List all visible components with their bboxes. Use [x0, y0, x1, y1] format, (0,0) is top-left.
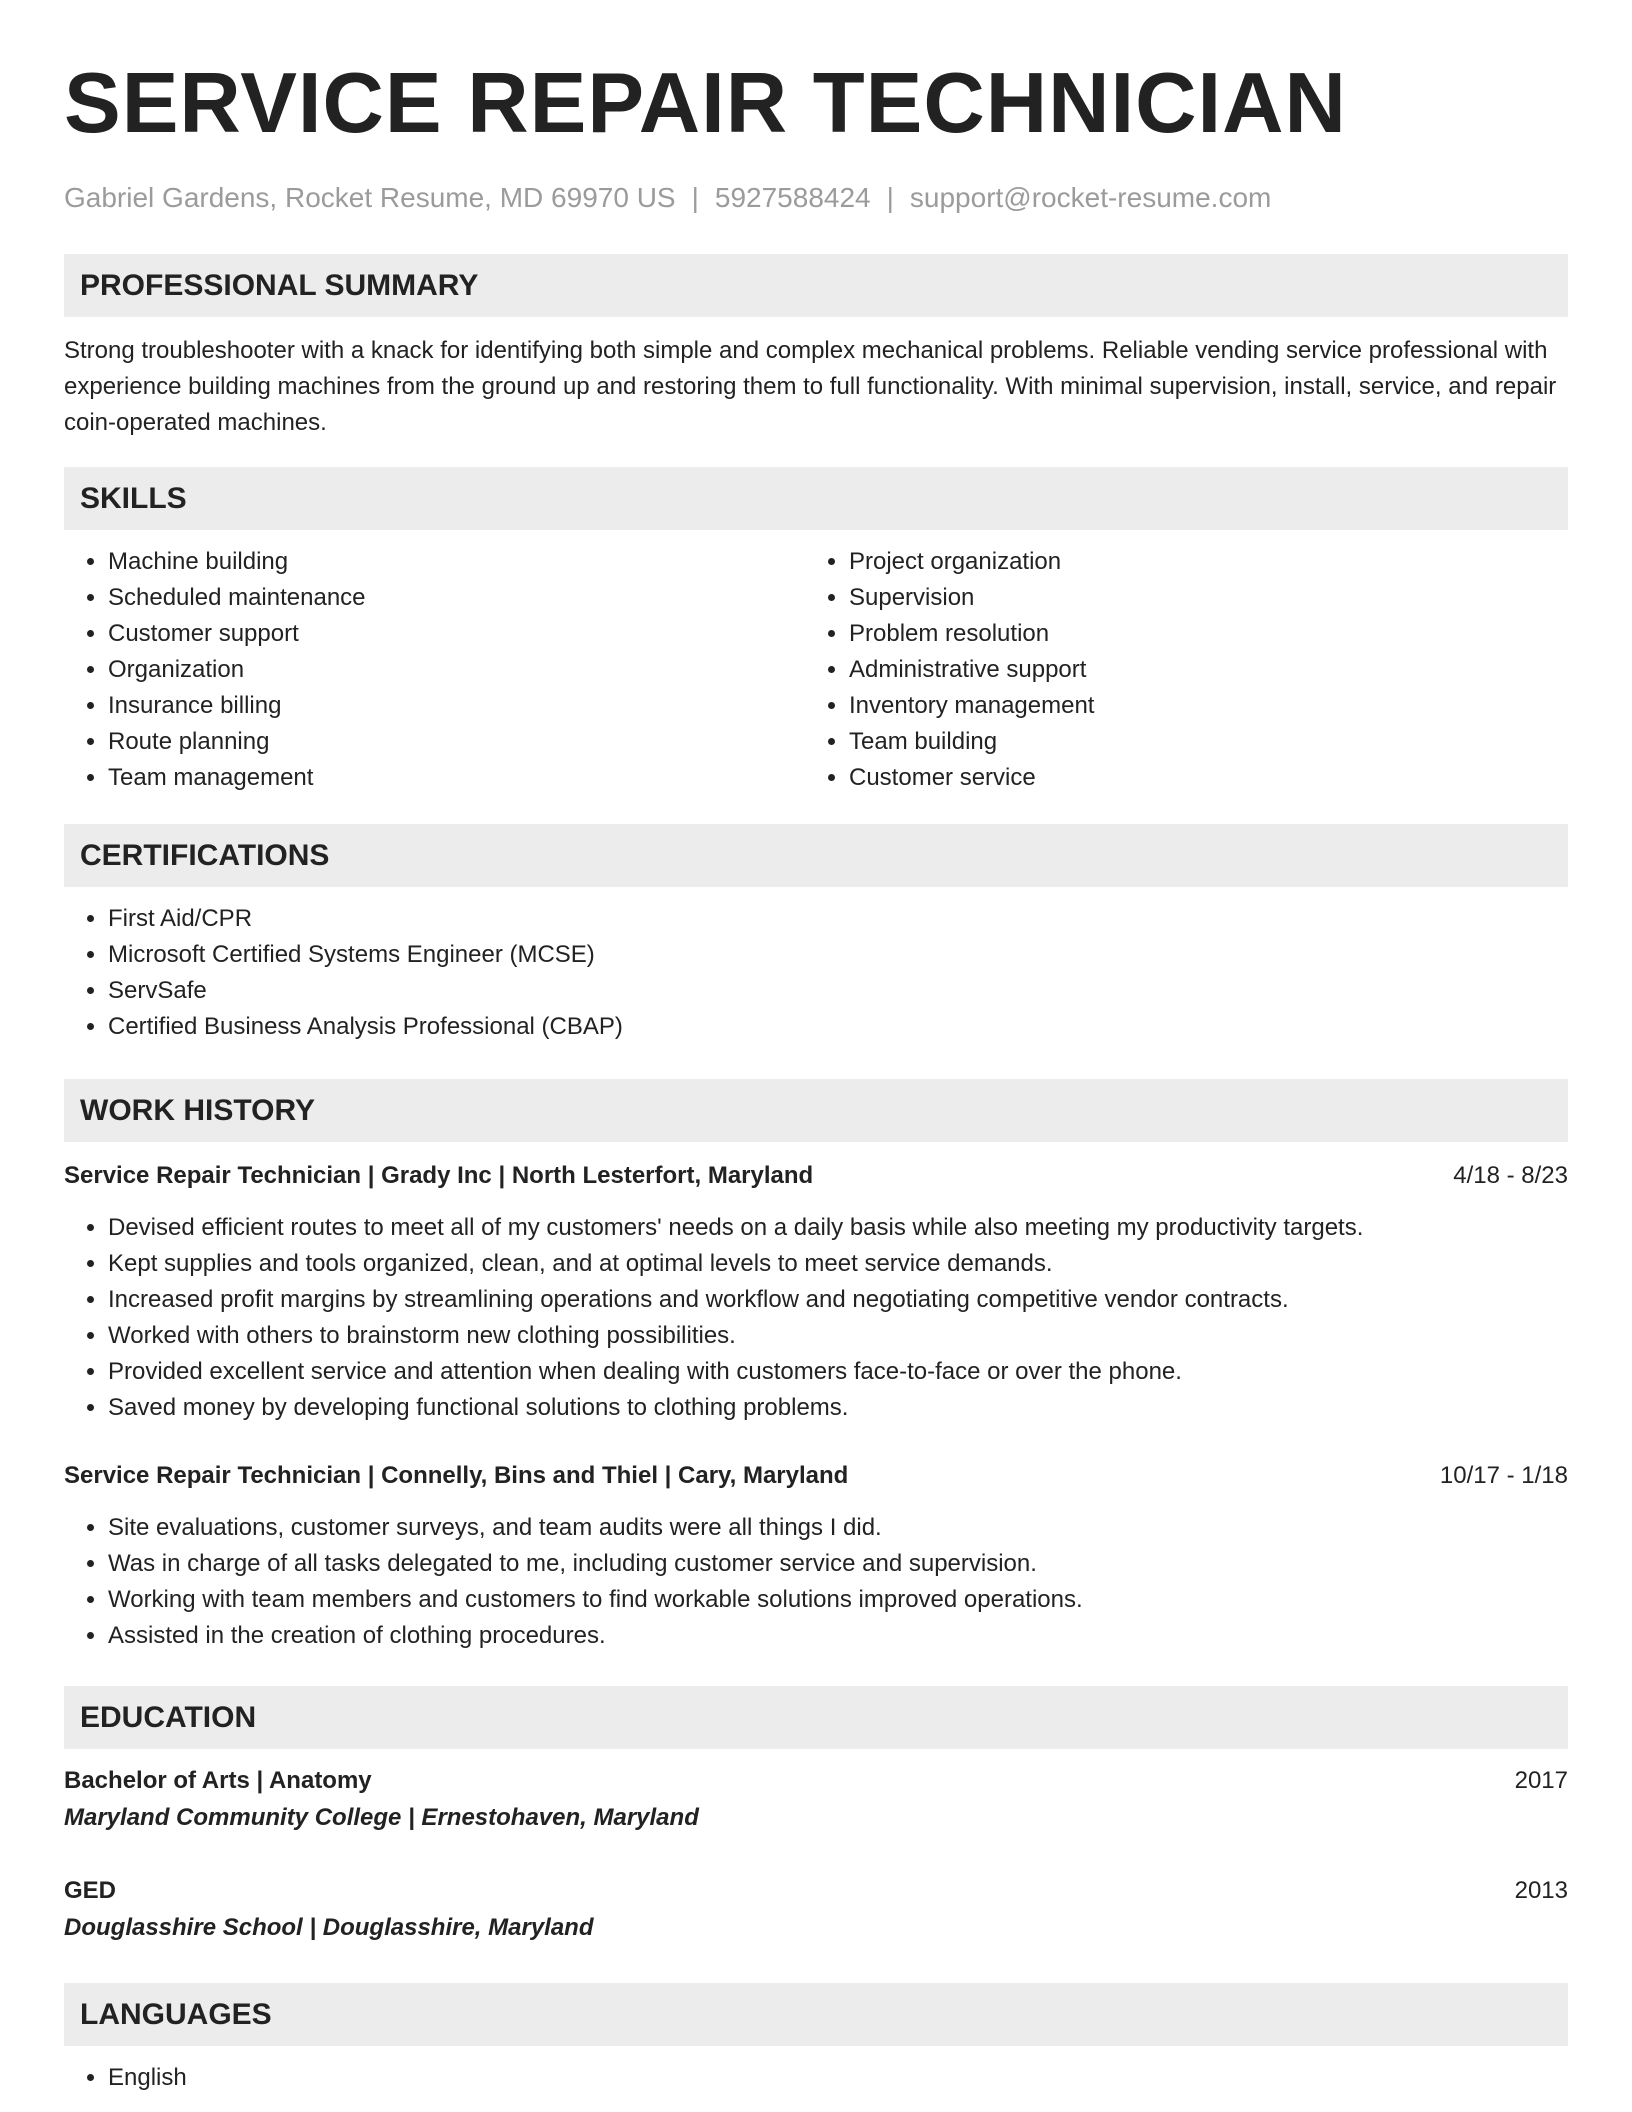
- education-header: [64, 1873, 1568, 1909]
- skill-item: • Inventory management: [849, 688, 1546, 724]
- job-title: Service Repair Technician | Grady Inc | North Lesterfort, Maryland: [64, 1162, 814, 1189]
- job-bullet: • Site evaluations, customer surveys, and team audits were all things I did.: [108, 1510, 1568, 1546]
- job-title: Service Repair Technician | Connelly, Bins and Thiel | Cary, Maryland: [64, 1462, 849, 1489]
- skills-list-left: [64, 544, 805, 796]
- job-bullet: • Kept supplies and tools organized, clean, and at optimal levels to meet service demands.: [108, 1246, 1568, 1282]
- job-bullet: • Devised efficient routes to meet all of my customers' needs on a daily basis while also meeting my productivity targets.: [108, 1210, 1568, 1246]
- job-dates: 4/18 - 8/23: [1453, 1162, 1568, 1189]
- education-school: Maryland Community College | Ernestohaven, Maryland: [64, 1804, 699, 1831]
- summary-text: Strong troubleshooter with a knack for identifying both simple and complex mechanical problems. Reliable vending service professional with experience building machines from the ground up and restoring them to full functionality. With minimal supervision, install, service, and repair coin-operated machines.: [64, 337, 1557, 436]
- job-bullet: • Was in charge of all tasks delegated to me, including customer service and supervision.: [108, 1546, 1568, 1582]
- skill-item: • Problem resolution: [849, 616, 1546, 652]
- job-bullet: • Provided excellent service and attention when dealing with customers face-to-face or over the phone.: [108, 1354, 1568, 1390]
- skill-item: • Customer service: [849, 760, 1546, 796]
- skill-item: • Machine building: [108, 544, 805, 580]
- education-year: 2017: [1514, 1767, 1568, 1794]
- skill-item: • Scheduled maintenance: [108, 580, 805, 616]
- contact-email: support@rocket-resume.com: [909, 182, 1272, 213]
- section-header-languages: LANGUAGES: [64, 1983, 1568, 2046]
- language-item: • English: [108, 2060, 1568, 2096]
- job-header: [64, 1158, 1568, 1194]
- contact-separator: |: [886, 182, 894, 213]
- job-bullet: • Assisted in the creation of clothing procedures.: [108, 1618, 1568, 1654]
- job-bullets: [64, 1210, 1568, 1426]
- education-header: [64, 1763, 1568, 1799]
- certification-item: • ServSafe: [108, 973, 1568, 1009]
- skills-column-right: [805, 544, 1546, 796]
- section-header-summary: PROFESSIONAL SUMMARY: [64, 254, 1568, 317]
- education-school: Douglasshire School | Douglasshire, Maryland: [64, 1914, 594, 1941]
- job-bullet: • Worked with others to brainstorm new clothing possibilities.: [108, 1318, 1568, 1354]
- job-bullets: [64, 1510, 1568, 1654]
- contact-phone: 5927588424: [714, 182, 871, 213]
- section-header-education: EDUCATION: [64, 1686, 1568, 1749]
- job-entry: [64, 1158, 1568, 1426]
- languages-list: [64, 2060, 1568, 2096]
- contact-address: Gabriel Gardens, Rocket Resume, MD 69970 US: [64, 182, 676, 213]
- skills-list-right: [805, 544, 1546, 796]
- contact-line: [64, 180, 1568, 216]
- skill-item: • Supervision: [849, 580, 1546, 616]
- skill-item: • Team building: [849, 724, 1546, 760]
- job-entry: [64, 1458, 1568, 1654]
- certification-item: • Certified Business Analysis Professional (CBAP): [108, 1009, 1568, 1045]
- contact-separator: |: [691, 182, 699, 213]
- skill-item: • Organization: [108, 652, 805, 688]
- education-entry: [64, 1873, 1568, 1947]
- skills-column-left: [64, 544, 805, 796]
- education-year: 2013: [1514, 1877, 1568, 1904]
- job-bullet: • Saved money by developing functional solutions to clothing problems.: [108, 1390, 1568, 1426]
- education-degree: Bachelor of Arts | Anatomy: [64, 1767, 372, 1794]
- section-header-work-history: WORK HISTORY: [64, 1079, 1568, 1142]
- skill-item: • Team management: [108, 760, 805, 796]
- skill-item: • Customer support: [108, 616, 805, 652]
- job-bullet: • Increased profit margins by streamlining operations and workflow and negotiating competitive vendor contracts.: [108, 1282, 1568, 1318]
- certification-item: • First Aid/CPR: [108, 901, 1568, 937]
- skill-item: • Route planning: [108, 724, 805, 760]
- section-header-skills: SKILLS: [64, 467, 1568, 530]
- skill-item: • Project organization: [849, 544, 1546, 580]
- education-degree: GED: [64, 1877, 117, 1904]
- education-entry: [64, 1763, 1568, 1837]
- section-header-certifications: CERTIFICATIONS: [64, 824, 1568, 887]
- skill-item: • Insurance billing: [108, 688, 805, 724]
- candidate-name: SERVICE REPAIR TECHNICIAN: [64, 56, 1347, 151]
- job-dates: 10/17 - 1/18: [1439, 1462, 1568, 1489]
- certifications-list: [64, 901, 1568, 1045]
- job-header: [64, 1458, 1568, 1494]
- skills-grid: [64, 544, 1568, 796]
- job-bullet: • Working with team members and customers to find workable solutions improved operations.: [108, 1582, 1568, 1618]
- certification-item: • Microsoft Certified Systems Engineer (MCSE): [108, 937, 1568, 973]
- skill-item: • Administrative support: [849, 652, 1546, 688]
